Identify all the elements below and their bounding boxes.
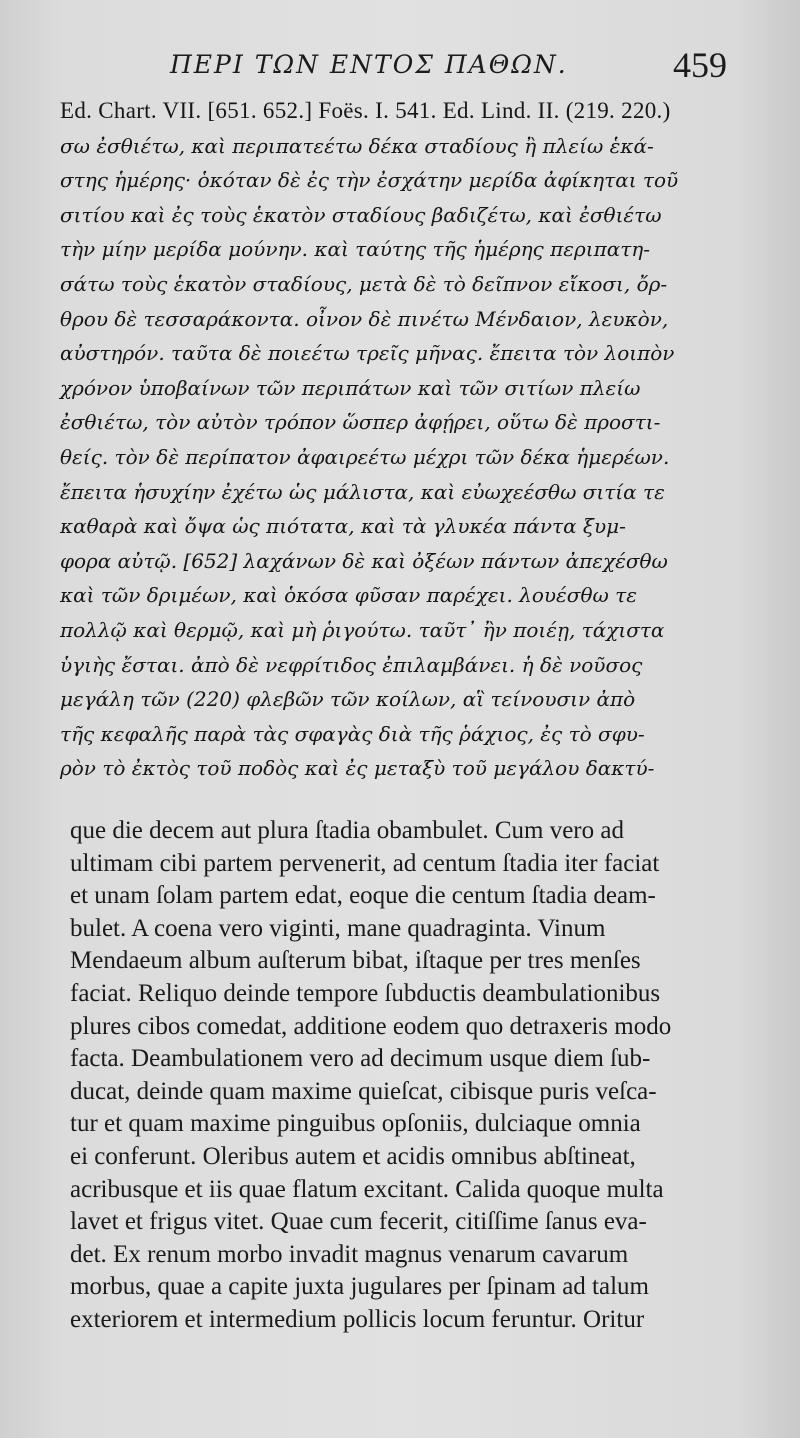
greek-line: αὐστηρόν. ταῦτα δὲ ποιεέτω τρεῖς μῆνας. ἔπειτα τὸν λοιπὸν (60, 341, 675, 366)
latin-line: acribusque et iis quae flatum excitant. Calida quoque multa (70, 1175, 664, 1203)
greek-line: θείς. τὸν δὲ περίπατον ἀφαιρεέτω μέχρι τῶν δέκα ἡμερέων. (60, 444, 670, 469)
latin-line: ultimam cibi partem pervenerit, ad centum ſtadia iter faciat (70, 849, 660, 877)
latin-line: plures cibos comedat, additione eodem quo detraxeris modo (70, 1012, 672, 1040)
latin-line: tur et quam maxime pinguibus opſoniis, dulciaque omnia (70, 1110, 641, 1138)
latin-line: lavet et frigus vitet. Quae cum fecerit, citiſſime ſanus eva- (70, 1208, 647, 1236)
latin-line: que die decem aut plura ſtadia obambulet. Cum vero ad (70, 817, 624, 844)
greek-line: σάτω τοὺς ἑκατὸν σταδίους, μετὰ δὲ τὸ δεῖπνον εἴκοσι, ὄρ- (60, 271, 668, 296)
greek-line: τὴν μίην μερίδα μούνην. καὶ ταύτης τῆς ἡμέρης περιπατη- (60, 237, 651, 262)
greek-line: πολλῷ καὶ θερμῷ, καὶ μὴ ῥιγούτω. ταῦτ᾽ ἢν ποιέῃ, τάχιστα (60, 617, 665, 642)
latin-line: det. Ex renum morbo invadit magnus venarum cavarum (70, 1240, 629, 1268)
greek-line: ἔπειτα ἡσυχίην ἐχέτω ὡς μάλιστα, καὶ εὐωχεέσθω σιτία τε (60, 479, 665, 504)
latin-translation-block (70, 815, 740, 1337)
greek-line: μεγάλη τῶν (220) φλεβῶν τῶν κοίλων, αἳ τείνουσιν ἀπὸ (60, 687, 636, 712)
greek-line: χρόνον ὑποβαίνων τῶν περιπάτων καὶ τῶν σιτίων πλείω (60, 375, 641, 400)
greek-text-block (60, 94, 750, 786)
greek-line: σιτίου καὶ ἐς τοὺς ἑκατὸν σταδίους βαδιζέτω, καὶ ἐσθιέτω (60, 202, 662, 227)
latin-line: exteriorem et intermedium pollicis locum feruntur. Oritur (70, 1305, 645, 1333)
running-title: ΠΕΡΙ ΤΩΝ ΕΝΤΟΣ ΠΑΘΩΝ. (170, 50, 568, 79)
edition-reference-line: Ed. Chart. VII. [651. 652.] Foës. I. 541. Ed. Lind. II. (219. 220.) (60, 98, 671, 123)
greek-line: καὶ τῶν δριμέων, καὶ ὁκόσα φῦσαν παρέχει. λουέσθω τε (60, 583, 637, 608)
greek-line: θρου δὲ τεσσαράκοντα. οἶνον δὲ πινέτω Μένδαιον, λευκὸν, (60, 306, 669, 331)
latin-line: ei conferunt. Oleribus autem et acidis omnibus abſtineat, (70, 1142, 636, 1170)
latin-line: ducat, deinde quam maxime quieſcat, cibisque puris veſca- (70, 1077, 657, 1105)
greek-line: σω ἐσθιέτω, καὶ περιπατεέτω δέκα σταδίους ἢ πλείω ἑκά- (60, 133, 654, 158)
greek-line: ἐσθιέτω, τὸν αὐτὸν τρόπον ὥσπερ ἀφῄρει, οὕτω δὲ προστι- (60, 410, 661, 435)
latin-line: Mendaeum album auſterum bibat, iſtaque per tres menſes (70, 947, 641, 975)
latin-line: bulet. A coena vero viginti, mane quadraginta. Vinum (70, 914, 606, 942)
latin-line: faciat. Reliquo deinde tempore ſubductis deambulationibus (70, 979, 661, 1007)
latin-line: et unam ſolam partem edat, eoque die centum ſtadia deam- (70, 882, 656, 910)
greek-line: καθαρὰ καὶ ὄψα ὡς πιότατα, καὶ τὰ γλυκέα πάντα ξυμ- (60, 514, 626, 539)
greek-line: στης ἡμέρης· ὁκόταν δὲ ἐς τὴν ἐσχάτην μερίδα ἀφίκηται τοῦ (60, 168, 679, 193)
greek-line: φορα αὐτῷ. [652] λαχάνων δὲ καὶ ὀξέων πάντων ἀπεχέσθω (60, 548, 668, 573)
latin-line: facta. Deambulationem vero ad decimum usque diem ſub- (70, 1045, 651, 1073)
latin-line: morbus, quae a capite juxta jugulares per ſpinam ad talum (70, 1273, 649, 1301)
greek-line: ὑγιὴς ἔσται. ἀπὸ δὲ νεφρίτιδος ἐπιλαμβάνει. ἡ δὲ νοῦσος (60, 652, 643, 677)
page-header (0, 44, 800, 94)
greek-line: τῆς κεφαλῆς παρὰ τὰς σφαγὰς διὰ τῆς ῥάχιος, ἐς τὸ σφυ- (60, 721, 645, 746)
greek-line: ρὸν τὸ ἐκτὸς τοῦ ποδὸς καὶ ἐς μεταξὺ τοῦ μεγάλου δακτύ- (60, 756, 655, 781)
page-number: 459 (673, 45, 727, 85)
